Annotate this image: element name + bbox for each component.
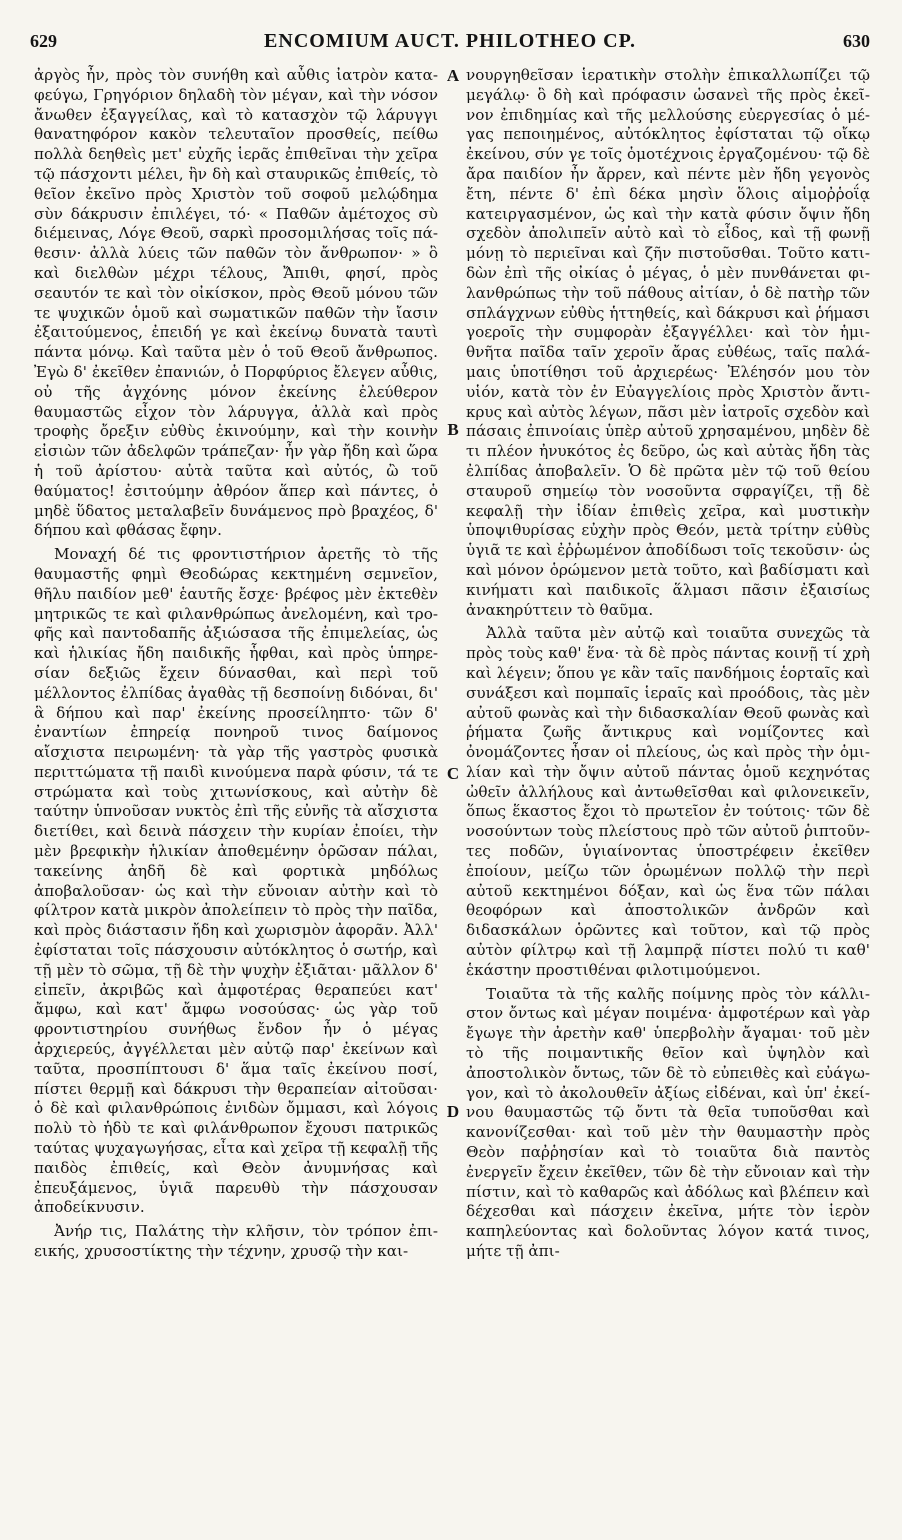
left-paragraph-2: Μοναχή δέ τις φροντιστήριον ἀρετῆς τὸ τῆς θαυμαστῆς φημὶ Θεοδώρας κεκτημένη σεμνεῖον, θῆλυ παιδίον μεθ' ἑαυτῆς ἔσχε· βρέφος μὲν ἐκτεθὲν μητρικῶς τε καὶ φιλανθρώπως ἀνελομένη, καὶ τροφῆς καὶ παντοδαπῆς ἀξιώσασα τῆς ἐπιμελείας, ὡς καὶ ἡλικίας ἤδη παιδικῆς ἧφθαι, καὶ πρὸς ὑπηρεσίαν δεξιῶς ἔχειν δύνασθαι, καὶ περὶ τοῦ μέλλοντος ἐλπίδας ἀγαθὰς τῇ δεσποίνῃ διδόναι, δι' ἃ δήπου καὶ παρ' ἐκείνης προσείληπτο· τῶν δ' ἐναντίων ἐπηρείᾳ πονηροῦ τινος δαίμονος αἴσχιστα πειρωμένη· τὰ γὰρ τῆς γαστρὸς φυσικὰ περιττώματα τῇ παιδὶ κινούμενα παρὰ φύσιν, τά τε στρώματα καὶ τοὺς χιτωνίσκους, καὶ αὐτὴν δὲ ταύτην ὑπνοῦσαν νυκτὸς ἐπὶ τῆς εὐνῆς τὰ αἴσχιστα διετίθει, καὶ δεινὰ πάσχειν τὴν κυρίαν ἐποίει, τὴν μὲν βρεφικὴν ἡλικίαν ἀποθεμένην ὁρῶσαν πάλαι, τακείνης ἀηδῆ δὲ καὶ φορτικὰ μηδόλως ἀποβαλοῦσαν· ὡς καὶ τὴν εὔνοιαν αὐτὴν καὶ τὸ φίλτρον κατὰ μικρὸν ἀπολείπειν τὸ πρὸς τὴν παῖδα, καὶ πρὸς διάστασιν ἤδη καὶ χωρισμὸν ἀφορᾶν. Ἀλλ' ἐφίσταται τοῖς πάσχουσιν αὐτόκλητος ὁ σωτήρ, καὶ τῇ μὲν τὸ σῶμα, τῇ δὲ τὴν ψυχὴν ἐξιᾶται· μᾶλλον δ' εἰπεῖν, ἀκριβῶς καὶ ἀμφοτέρας θεραπεύει κατ' ἄμφω, καὶ κατ' ἄμφω νοσούσας· ὡς γὰρ τοῦ φροντιστηρίου συνήθως ἔνδον ἦν ὁ μέγας ἀρχιερεύς, ἀγγέλλεται μὲν αὐτῷ παρ' ἐκείνων καὶ ταῦτα, προσπίπτουσι δ' ἅμα ταῖς ἐκείνου ποσί, πίστει θερμῇ καὶ δάκρυσι τὴν θεραπείαν αἰτοῦσαι· ὁ δὲ καὶ φιλανθρώποις ἐνιδὼν ὄμμασι, καὶ λόγοις πολὺ τὸ ἡδὺ τε καὶ φιλάνθρωπον ἔχουσι πατρικῶς ταύτας ψυχαγωγήσας, εἶτα καὶ χεῖρα τῇ κεφαλῇ τῆς παιδὸς ἐπιθείς, καὶ Θεὸν ἀνυμνήσας καὶ ἐπευξάμενος, ὑγιᾶ παρευθὺ τὴν πάσχουσαν ἀποδείκνυσιν. xyxy=(34,545,438,1217)
page-number-left: 629 xyxy=(30,31,57,51)
right-column xyxy=(466,66,870,1262)
right-paragraph-1: νουργηθεῖσαν ἱερατικὴν στολὴν ἐπικαλλωπίζει τῷ μεγάλῳ· ὃ δὴ καὶ πρόφασιν ὡσανεὶ τῆς πρὸς ἐκεῖνον ἐπιδημίας καὶ τῆς μελλούσης εὐεργεσίας ὁ μέγας πεποιημένος, αὐτόκλητος ἐφίσταται τῷ οἴκῳ ἐκείνου, σύν γε τοῖς ὁμοτέχνοις ἐργαζομένου· τῷ δὲ ἄρα παιδίον ἦν ἄρρεν, καὶ πέντε μὲν ἤδη γεγονὸς ἔτη, πέντε δ' ἐπὶ δέκα μησὶν ὅλοις αἱμοῤῥοΐᾳ κατειργασμένον, ὡς καὶ τὴν κατὰ φύσιν ὄψιν ἤδη σχεδὸν ἀπολιπεῖν αὐτὸ καὶ τὸ εἶδος, καὶ τῇ φωνῇ μόνῃ τὸ περιεῖναι καὶ ζῆν πιστοῦσθαι. Τοῦτο κατιδὼν ἐπὶ τῆς οἰκίας ὁ μέγας, ὁ μὲν πυνθάνεται φιλανθρώπως τὴν τοῦ πάθους αἰτίαν, ὁ δὲ πατὴρ τῶν σπλάγχνων εὐθὺς ἡττηθείς, καὶ δάκρυσι καὶ ῥήμασι γοεροῖς τὴν συμφορὰν ἐξαγγέλλει· καὶ τὸν ἡμιθνῆτα παῖδα ταῖν χεροῖν ἄρας εὐθέως, ταῖς παλάμαις ὑποτίθησι τοῦ ἀρχιερέως· Ἐλέησόν μου τὸν υἱόν, κατὰ τὸν ἐν Εὐαγγελίοις πρὸς Χριστὸν ἄντικρυς καὶ αὐτὸς λέγων, πᾶσι μὲν ἰατροῖς σχεδὸν καὶ πάσαις ἐπινοίαις ὑπὲρ αὐτοῦ χρησαμένου, μηδὲν δὲ τι πλέον ἠνυκότος ἐς δεῦρο, ὡς καὶ αὐτὰς ἤδη τὰς ἐλπίδας ἀποβαλεῖν. Ὁ δὲ πρῶτα μὲν τῷ τοῦ θείου σταυροῦ σημείῳ τὸν νοσοῦντα σφραγίζει, τῇ δὲ κεφαλῇ τὴν ἰδίαν ἐπιθεὶς χεῖρα, καὶ μυστικὴν ὑποψιθυρίσας εὐχὴν πρὸς Θεόν, μετὰ τρίτην εὐθὺς ὑγιᾶ τε καὶ ἐῤῥωμένον ἀποδίδωσι τοῖς τεκοῦσιν· ὡς καὶ μόνον ὁρώμενον μετὰ τοῦτο, καὶ βαδίσματι καὶ κινήματι καὶ παιδικοῖς ἅλμασι πᾶσιν ἐξαισίως ἀνακηρύττειν τὸ θαῦμα. xyxy=(466,66,870,619)
margin-marker-b: B xyxy=(447,420,459,439)
running-header xyxy=(30,30,870,60)
right-paragraph-2: Ἀλλὰ ταῦτα μὲν αὐτῷ καὶ τοιαῦτα συνεχῶς τὰ πρὸς τοὺς καθ' ἕνα· τὰ δὲ πρὸς πάντας κοινῇ τί χρὴ καὶ λέγειν; ὅπου γε κἂν ταῖς πανδήμοις ἑορταῖς καὶ συνάξεσι καὶ πομπαῖς ἱεραῖς καὶ προόδοις, τὰς μὲν αὐτοῦ φωνὰς καὶ τὴν διδασκαλίαν Θεοῦ φωνὰς καὶ ῥήματα ζωῆς ἄντικρυς καὶ νομίζοντες καὶ ὀνομάζοντες ἦσαν οἱ πλείους, ὡς καὶ πρὸς τὴν ὁμιλίαν καὶ τὴν ὄψιν αὐτοῦ πάντας ὁμοῦ κεχηνότας ὠθεῖν ἀλλήλους καὶ ἀντωθεῖσθαι καὶ φιλονεικεῖν, ὅπως ἕκαστος ἔχοι τὸ πρωτεῖον ἐν τούτοις· τῶν δὲ νοσούντων τοὺς πλείστους πρὸ τῶν αὐτοῦ ῥιπτοῦντες ποδῶν, ὑγιαίνοντας ὑποστρέφειν ἐκεῖθεν ἐποίουν, μείζω τῶν ὁρωμένων πολλῷ τὴν περὶ αὐτοῦ κεκτημένοι δόξαν, καὶ ὡς ἕνα τῶν πάλαι θεοφόρων καὶ ἀποστολικῶν ἀνδρῶν καὶ διδασκάλων ὁρῶντες καὶ τοῦτον, καὶ τῷ πρὸς αὐτὸν φίλτρῳ καὶ τῇ λαμπρᾷ πίστει πολύ τι καθ' ἑκάστην προστιθέναι φιλοτιμούμενοι. xyxy=(466,624,870,979)
right-paragraph-3: Τοιαῦτα τὰ τῆς καλῆς ποίμνης πρὸς τὸν κάλλιστον ὄντως καὶ μέγαν ποιμένα· ἀμφοτέρων καὶ γὰρ ἔγωγε τὴν ἀρετὴν καθ' ὑπερβολὴν ἄγαμαι· τοῦ μὲν τὸ τῆς ποιμαντικῆς θεῖον καὶ ὑψηλὸν καὶ ἀποστολικὸν ὄντως, τῶν δὲ τὸ εὐπειθὲς καὶ εὐάγωγον, καὶ τὸ ἀκολουθεῖν ἀξίως εἰδέναι, καὶ ὑπ' ἐκείνου θαυμαστῶς τῷ ὄντι τὰ θεῖα τυποῦσθαι καὶ κανονίζεσθαι· καὶ τοῦ μὲν τὴν θαυμαστὴν πρὸς Θεὸν παῤῥησίαν καὶ τὸ τοιαῦτα διὰ παντὸς ἐνεργεῖν ἔχειν ἐκεῖθεν, τῶν δὲ τὴν εὔνοιαν καὶ τὴν πίστιν, καὶ τὸ καθαρῶς καὶ ἀδόλως καὶ βλέπειν καὶ δέχεσθαι καὶ πάσχειν ἐκεῖνα, μήτε τὸν ἱερὸν καπηλεύοντας καὶ δολοῦντας λόγον κατά τινος, μήτε τῇ ἀπι- xyxy=(466,984,870,1261)
margin-marker-c: C xyxy=(446,764,460,783)
left-paragraph-3: Ἀνήρ τις, Παλάτης τὴν κλῆσιν, τὸν τρόπον ἐπιεικής, χρυσοστίκτης τὴν τέχνην, χρυσῷ τὴν και- xyxy=(34,1222,438,1261)
margin-marker-a: A xyxy=(446,66,460,85)
margin-marker-d: D xyxy=(446,1102,460,1121)
left-column xyxy=(34,66,438,1262)
page-number-right: 630 xyxy=(842,31,870,51)
left-paragraph-1: ἀργὸς ἦν, πρὸς τὸν συνήθη καὶ αὖθις ἰατρὸν καταφεύγω, Γρηγόριον δηλαδὴ τὸν μέγαν, καὶ τὴν νόσον ἄνωθεν ἐξαγγείλας, καὶ τὸ κατασχὸν τῷ λάρυγγι θανατηφόρον κακὸν τελευταῖον προσθείς, πείθω πολλὰ δεηθεὶς μετ' εὐχῆς ἱερᾶς ἐπιθεῖναι τὴν χεῖρα τῷ πάσχοντι μέλει, ἣν δὴ καὶ σταυρικῶς ἐπιθείς, τὸ θεῖον ἐκεῖνο πρὸς Χριστὸν τοῦ σοφοῦ μελῴδημα σὺν δάκρυσιν ἐπιλέγει, τό· « Παθῶν ἀμέτοχος σὺ διέμεινας, Λόγε Θεοῦ, σαρκὶ προσομιλήσας τοῖς πάθεσιν· ἀλλὰ λύεις τῶν παθῶν τὸν ἄνθρωπον· » ὃ καὶ διελθὼν μέχρι τέλους, Ἄπιθι, φησί, πρὸς σεαυτόν τε καὶ τὸν οἰκίσκον, πρὸς Θεοῦ μόνου τῶν τε ψυχικῶν ὁμοῦ καὶ σωματικῶν παθῶν τὴν ἴασιν ἐξαιτούμενος, ἐπειδή γε καὶ ἐκείνῳ δυνατὰ ταυτὶ πάντα μόνῳ. Καὶ ταῦτα μὲν ὁ τοῦ Θεοῦ ἄνθρωπος. Ἐγὼ δ' ἐκεῖθεν ἐπανιών, ὁ Πορφύριος ἔλεγεν αὖθις, οὐ τῆς ἀγχόνης μόνον ἐκείνης ἐλεύθερον θαυμαστῶς εἶχον τὸν λάρυγγα, ἀλλὰ καὶ πρὸς τροφὴς ὄρεξιν εὐθὺς ἐκινούμην, καὶ τὴν κοινὴν εἰσιὼν τῶν ἀδελφῶν τράπεζαν· ἦν γὰρ ἤδη καὶ ὥρα ἡ τοῦ ἀρίστου· αὐτὰ ταῦτα καὶ αὐτός, ὢ τοῦ θαύματος! ἐσιτούμην ἀθρόον ἅπερ καὶ πάντες, ὁ μηδὲ ὕδατος μεταλαβεῖν δυνάμενος πρὸ βραχέος, δ' δήπου καὶ φθάσας ἔφην. xyxy=(34,66,438,540)
running-title: ENCOMIUM AUCT. PHILOTHEO CP. xyxy=(264,30,636,52)
